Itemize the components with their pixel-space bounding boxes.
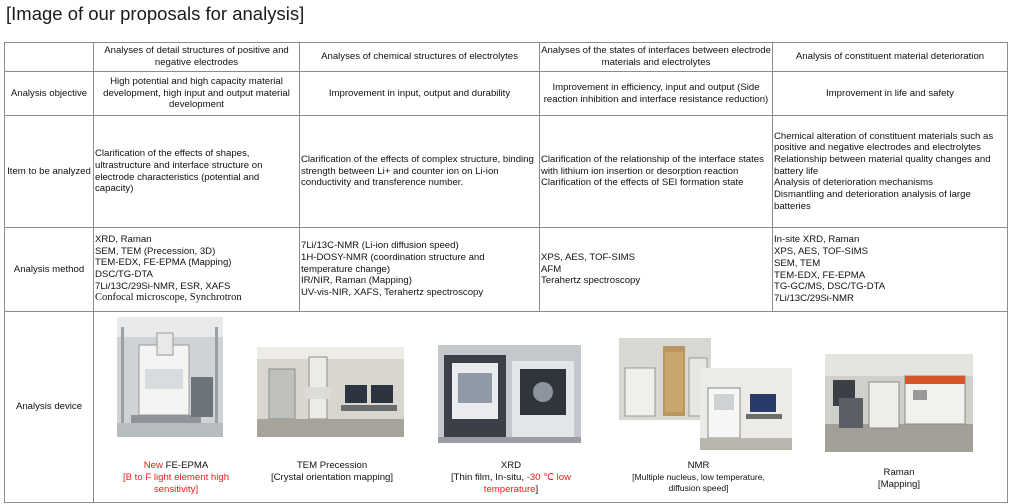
xrd-caption: [436, 460, 586, 496]
device-name: NMR: [687, 460, 710, 471]
method-row: [5, 228, 1008, 312]
nmr-caption: [626, 460, 771, 493]
method-line: XPS, AES, TOF-SIMS: [774, 246, 869, 258]
row-label-device: Analysis device: [5, 312, 94, 503]
method-line: SEM, TEM: [774, 257, 821, 269]
device-name: XRD: [500, 460, 522, 471]
item-row: [5, 116, 1008, 228]
tem-precession-photo: [257, 347, 404, 437]
method-line: 7Li/13C-NMR (Li-ion diffusion speed): [301, 240, 459, 252]
row-label-item: Item to be analyzed: [5, 116, 94, 228]
device-detail: [Multiple nucleus, low temperature, diffusion speed]: [632, 471, 765, 493]
device-name: Raman: [883, 467, 915, 478]
proposal-table: [4, 42, 1008, 503]
fe-epma-caption: [116, 460, 236, 496]
col-header-deterioration: Analysis of constituent material deterioration: [773, 43, 1008, 72]
method-line: 1H-DOSY-NMR (coordination structure and temperature change): [301, 251, 485, 275]
objective-cell: Improvement in efficiency, input and output (Side reaction inhibition and interface resistance reduction): [540, 72, 773, 116]
raman-caption: [859, 467, 939, 491]
col-header-electrolytes: Analyses of chemical structures of electrolytes: [300, 43, 540, 72]
item-cell: Clarification of the relationship of the interface states with lithium ion insertion or desorption reaction Clarification of the effects of SEI formation state: [540, 116, 773, 228]
method-line: SEM, TEM (Precession, 3D): [95, 245, 216, 257]
item-cell: Clarification of the effects of shapes, ultrastructure and interface structure on electrode characteristics (potential and capacity): [94, 116, 300, 228]
method-cell-electrolytes: [300, 228, 540, 312]
objective-cell: Improvement in life and safety: [773, 72, 1008, 116]
method-line: IR/NIR, Raman (Mapping): [301, 275, 412, 287]
device-detail: [Crystal orientation mapping]: [270, 471, 394, 483]
method-cell-interfaces: [540, 228, 773, 312]
nmr-photo-1: [619, 338, 711, 420]
device-name: TEM Precession: [296, 460, 368, 471]
corner-cell: [5, 43, 94, 72]
device-detail: [436, 472, 586, 496]
xrd-detail-a: [Thin film, In-situ,: [450, 471, 527, 483]
method-line: AFM: [541, 263, 562, 275]
method-line: Terahertz spectroscopy: [541, 275, 641, 287]
header-row: [5, 43, 1008, 72]
col-header-electrodes: Analyses of detail structures of positive and negative electrodes: [94, 43, 300, 72]
col-header-interfaces: Analyses of the states of interfaces between electrode materials and electrolytes: [540, 43, 773, 72]
raman-photo: [825, 354, 973, 452]
row-label-objective: Analysis objective: [5, 72, 94, 116]
xrd-detail-red: -30 ℃ low temperature: [483, 471, 572, 495]
method-cell-electrodes: [94, 228, 300, 312]
device-detail: [B to F light element high sensitivity]: [122, 471, 230, 495]
objective-cell: Improvement in input, output and durability: [300, 72, 540, 116]
method-line: DSC/TG-DTA: [95, 268, 153, 280]
method-line: TEM-EDX, FE-EPMA: [774, 269, 866, 281]
objective-cell: High potential and high capacity material development, high input and output material development: [94, 72, 300, 116]
method-line: In-site XRD, Raman: [774, 234, 860, 246]
method-line: XPS, AES, TOF-SIMS: [541, 251, 636, 263]
new-label: New: [143, 460, 163, 471]
method-line: TEM-EDX, FE-EPMA (Mapping): [95, 257, 232, 269]
method-line: XRD, Raman: [95, 233, 152, 245]
fe-epma-photo: [117, 317, 223, 437]
page-title: [Image of our proposals for analysis]: [6, 3, 305, 24]
tem-caption: [262, 460, 402, 484]
method-line: Confocal microscope, Synchrotron: [95, 292, 242, 304]
device-gallery: [94, 312, 1008, 503]
item-cell: Chemical alteration of constituent materials such as positive and negative electrodes and electrolytes Relationship between material quality changes and battery life Analysis of deterioration mechanisms Dismantling and deterioration analysis of large batteries: [773, 116, 1008, 228]
device-detail: [Mapping]: [877, 478, 921, 490]
device-name: FE-EPMA: [165, 460, 209, 471]
objective-row: [5, 72, 1008, 116]
row-label-method: Analysis method: [5, 228, 94, 312]
method-cell-deterioration: [773, 228, 1008, 312]
nmr-photo-2: [700, 368, 792, 450]
device-row: [5, 312, 1008, 503]
method-line: 7Li/13C/29Si-NMR, ESR, XAFS: [95, 280, 231, 292]
method-line: 7Li/13C/29Si-NMR: [774, 292, 854, 304]
item-cell: Clarification of the effects of complex structure, binding strength between Li+ and counter ion on Li-ion conductivity and transference number.: [300, 116, 540, 228]
method-line: UV-vis-NIR, XAFS, Terahertz spectroscopy: [301, 287, 484, 299]
xrd-photo: [438, 345, 581, 443]
xrd-detail-b: ]: [535, 483, 539, 495]
method-line: TG-GC/MS, DSC/TG-DTA: [774, 281, 886, 293]
